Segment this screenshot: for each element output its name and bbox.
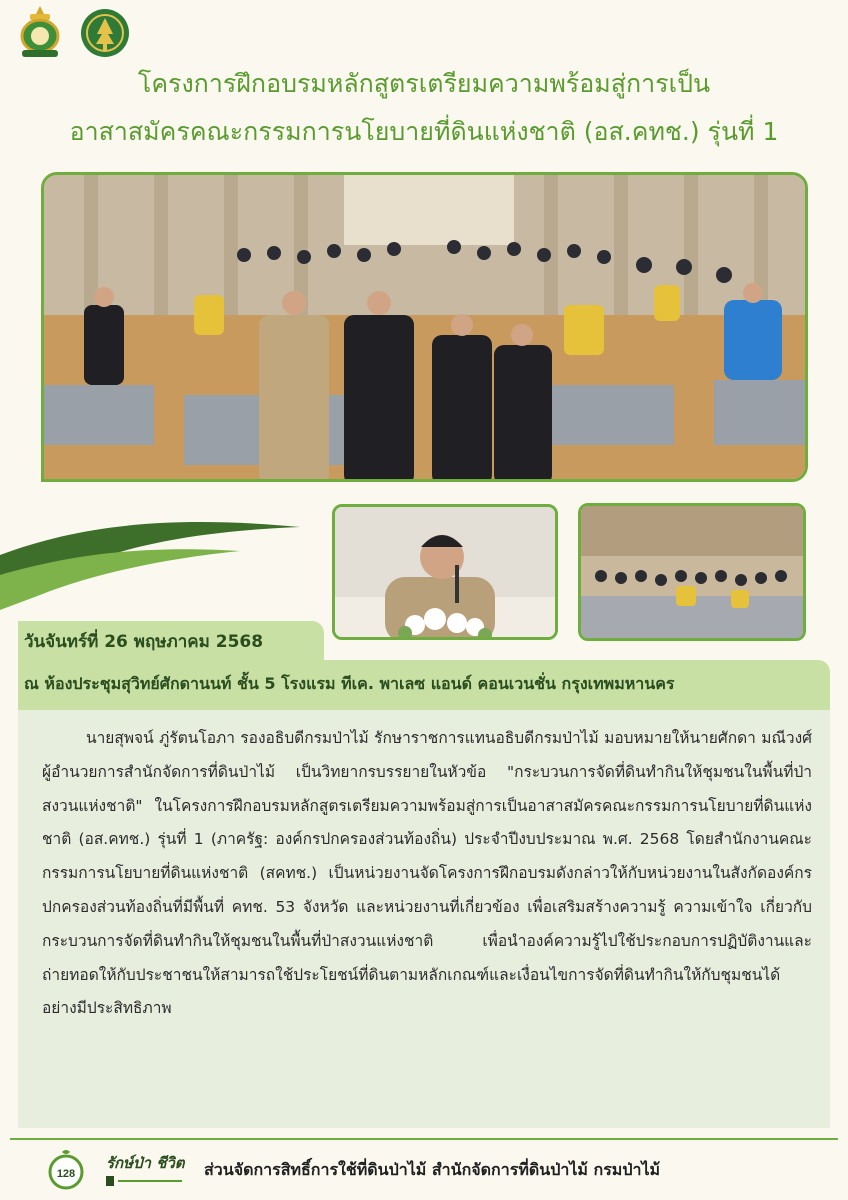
badge-number: 128 (56, 1168, 76, 1180)
royal-emblem-icon (16, 4, 64, 60)
group-photo (41, 172, 808, 482)
event-date: วันจันทร์ที่ 26 พฤษภาคม 2568 (24, 632, 264, 652)
page-title-line-2: อาสาสมัครคณะกรรมการนโยบายที่ดินแห่งชาติ (อส.คทช.) รุ่นที่ 1 (69, 117, 779, 146)
anniversary-128-badge-icon (48, 1150, 84, 1190)
campaign-logo-text: รักษ์ป่า ชีวิต (106, 1154, 185, 1172)
footer-organization: ส่วนจัดการสิทธิ์การใช้ที่ดินป่าไม้ สำนักจัดการที่ดินป่าไม้ กรมป่าไม้ (204, 1160, 661, 1179)
page-title-line-1: โครงการฝึกอบรมหลักสูตรเตรียมความพร้อมสู่การเป็น (137, 69, 711, 98)
audience-photo (578, 503, 806, 641)
forest-department-seal-icon (80, 8, 130, 58)
body-paragraph: นายสุพจน์ ภู่รัตนโอภา รองอธิบดีกรมป่าไม้ รักษาราชการแทนอธิบดีกรมป่าไม้ มอบหมายให้นายศักดา มณีวงศ์ ผู้อำนวยการสำนักจัดการที่ดินป่าไม้ เป็นวิทยากรบรรยายในหัวข้อ "กระบวนการจัดที่ดินทำกินให้ชุมชนในพื้นที่ป่าสงวนแห่งชาติ" ในโครงการฝึกอบรมหลักสูตรเตรียมความพร้อมสู่การเป็นอาสาสมัครคณะกรรมการนโยบายที่ดินแห่งชาติ (อส.คทช.) รุ่นที่ 1 (ภาครัฐ: องค์กรปกครองส่วนท้องถิ่น) ประจำปีงบประมาณ พ.ศ. 2568 โดยสำนักงานคณะกรรมการนโยบายที่ดินแห่งชาติ (สคทช.) เป็นหน่วยงานจัดโครงการฝึกอบรมดังกล่าวให้กับหน่วยงานในสังกัดองค์กรปกครองส่วนท้องถิ่นที่มีพื้นที่ คทช. 53 จังหวัด และหน่วยงานที่เกี่ยวข้อง เพื่อเสริมสร้างความรู้ ความเข้าใจ เกี่ยวกับกระบวนการจัดที่ดินทำกินให้ชุมชนในพื้นที่ป่าสงวนแห่งชาติ เพื่อนำองค์ความรู้ไปใช้ประกอบการปฏิบัติงานและถ่ายทอดให้กับประชาชนให้สามารถใช้ประโยชน์ที่ดินตามหลักเกณฑ์และเงื่อนไขการจัดที่ดินทำกินให้กับชุมชนได้อย่างมีประสิทธิภาพ (42, 729, 812, 1018)
rak-pa-campaign-logo-icon (104, 1148, 186, 1192)
event-venue: ณ ห้องประชุมสุวิทย์ศักดานนท์ ชั้น 5 โรงแรม ทีเค. พาเลซ แอนด์ คอนเวนชั่น กรุงเทพมหานคร (24, 674, 675, 693)
speaker-photo (332, 504, 558, 640)
decorative-swoosh (0, 515, 300, 610)
footer-divider (10, 1138, 838, 1140)
